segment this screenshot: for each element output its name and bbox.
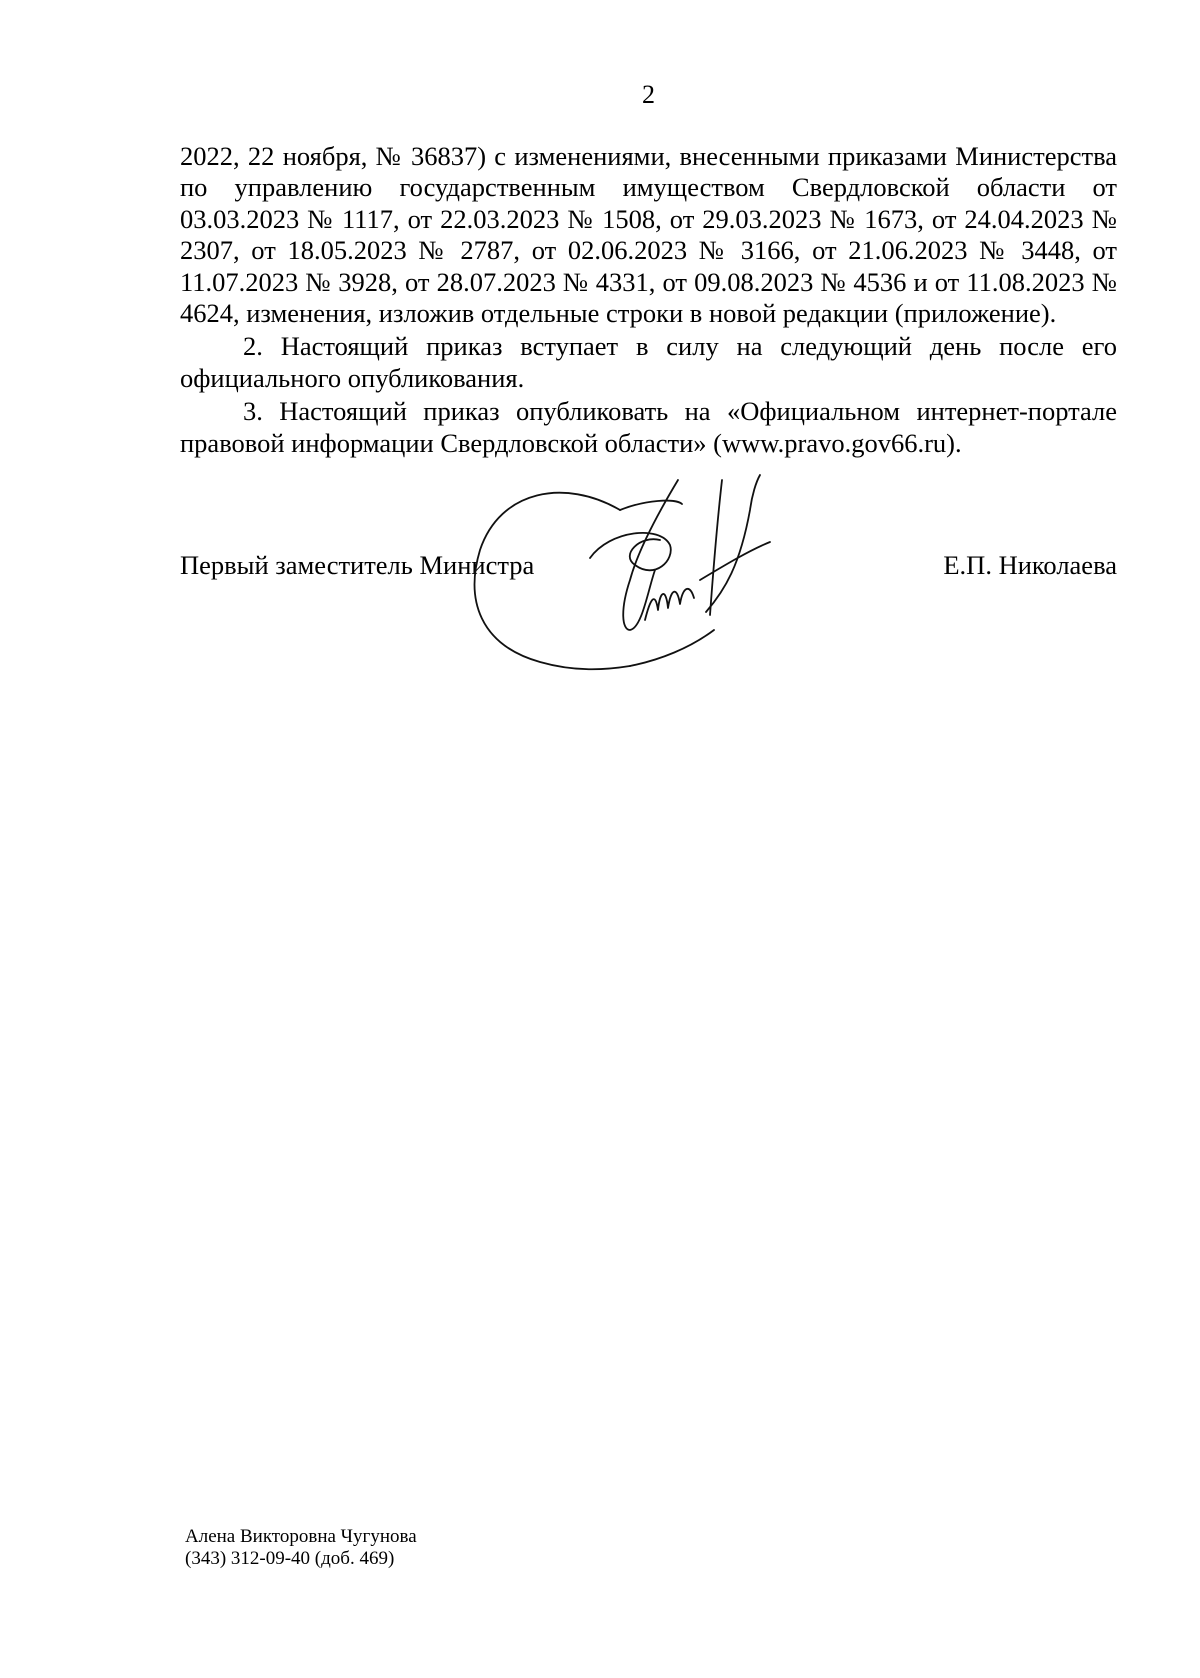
signature-rise-stroke <box>706 475 760 612</box>
paragraph-item-3: 3. Настоящий приказ опубликовать на «Официальном интернет-портале правовой информации Свердловской области» (www.pravo.gov66.ru). <box>180 396 1117 458</box>
executor-name: Алена Викторовна Чугунова <box>185 1526 417 1547</box>
document-body <box>180 141 1117 459</box>
handwritten-signature <box>470 470 830 685</box>
signature-curl-stroke <box>590 533 671 570</box>
signature-hook-stroke <box>620 501 682 510</box>
signature-scribble-stroke <box>645 589 694 620</box>
page-number: 2 <box>642 80 655 109</box>
executor-phone: (343) 312-09-40 (доб. 469) <box>185 1548 395 1569</box>
paragraph-continuation: 2022, 22 ноября, № 36837) с изменениями, внесенными приказами Министерства по управлению государственным имуществом Свердловской области от 03.03.2023 № 1117, от 22.03.2023 № 1508, от 29.03.2023 № 1673, от 24.04.2023 № 2307, от 18.05.2023 № 2787, от 02.06.2023 № 3166, от 21.06.2023 № 3448, от 11.07.2023 № 3928, от 28.07.2023 № 4331, от 09.08.2023 № 4536 и от 11.08.2023 № 4624, изменения, изложив отдельные строки в новой редакции (приложение). <box>180 141 1117 329</box>
executor-info <box>185 1526 417 1570</box>
signature-tail-stroke <box>630 630 714 666</box>
signer-name: Е.П. Николаева <box>943 550 1117 580</box>
signature-flourish-stroke <box>700 542 770 580</box>
signature-loop-stroke <box>475 493 630 670</box>
signer-position: Первый заместитель Министра <box>180 550 535 580</box>
paragraph-item-2: 2. Настоящий приказ вступает в силу на следующий день после его официального опубликования. <box>180 331 1117 393</box>
